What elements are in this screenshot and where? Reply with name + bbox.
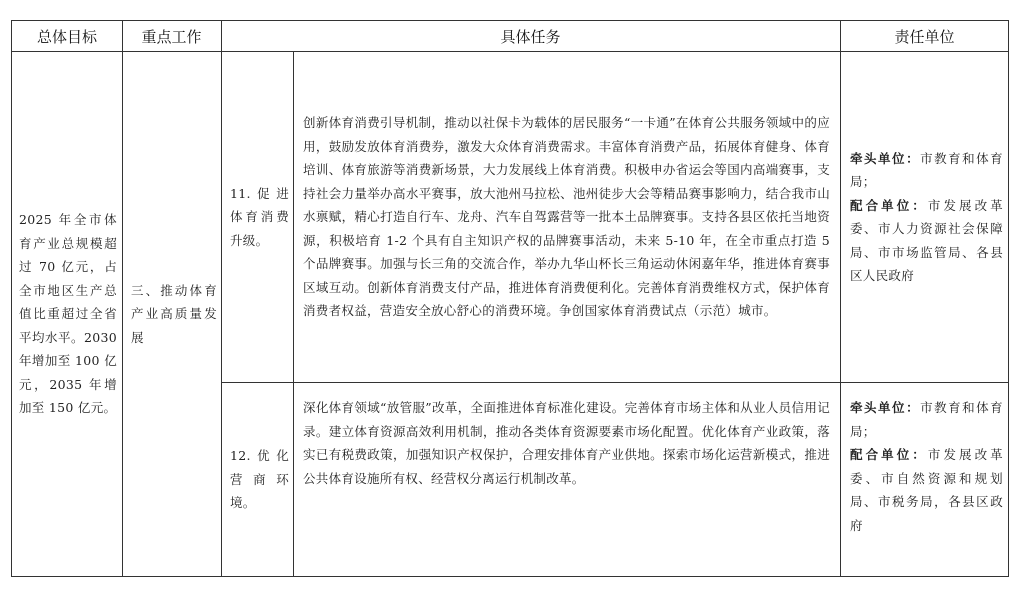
- responsible-units: [850, 396, 1003, 537]
- header-key-work: 重点工作: [141, 27, 202, 46]
- header-responsible-units: 责任单位: [894, 27, 955, 46]
- responsible-units-cell: [841, 383, 1009, 576]
- task-description-text: 创新体育消费引导机制，推动以社保卡为载体的居民服务“一卡通”在体育公共服务领域中的应用，鼓励发放体育消费券，激发大众体育消费需求。丰富体育消费产品，拓展体育健身、体育培训、体育旅游等消费新场景，大力发展线上体育消费。积极申办省运会等国内高端赛事，支持社会力量举办高水平赛事，放大池州马拉松、池州徒步大会等精品赛事影响力，结合我市山水禀赋，精心打造自行车、龙舟、汽车自驾露营等一批本土品牌赛事。支持各县区依托当地资源，积极培育 1-2 个具有自主知识产权的品牌赛事活动，未来 5-10 年，在全市重点打造 5 个品牌赛事。加强与长三角的交流合作，举办九华山杯长三角运动休闲嘉年华，推进体育赛事区域互动。创新体育消费支付产品，推进体育消费便利化。完善体育消费维权方式，保护体育消费者权益，营造安全放心舒心的消费环境。争创国家体育消费试点（示范）城市。: [303, 115, 830, 319]
- overall-goal-cell: [13, 52, 122, 576]
- responsible-units-cell: [841, 52, 1009, 382]
- lead-unit: 市教育和体育局；: [850, 150, 1003, 189]
- task-description-cell: [294, 383, 840, 576]
- key-work-text: 三、推动体育产业高质量发展: [131, 282, 217, 345]
- task-item-cell: [222, 52, 293, 382]
- overall-goal-text: 2025 年全市体育产业总规模超过 70 亿元，占全市地区生产总值比重超过全省平均水平。2030 年增加至 100 亿元，2035 年增加至 150 亿元。: [19, 212, 117, 416]
- task-item-cell: [222, 383, 293, 576]
- task-description-text: 深化体育领域“放管服”改革，全面推进体育标准化建设。完善体育市场主体和从业人员信用记录。建立体育资源高效利用机制，推动各类体育资源要素市场化配置。优化体育产业政策，落实已有税费政策，加强知识产权保护，合理安排体育产业供地。探索市场化运营新模式，推进公共体育设施所有权、经营权分离运行机制改革。: [303, 400, 830, 486]
- cooperating-units: 市发展改革委、市自然资源和规划局、市税务局，各县区政府: [850, 447, 1003, 533]
- task-table: [11, 20, 1009, 577]
- lead-unit-label: 牵头单位：: [850, 150, 921, 166]
- header-overall-goal: 总体目标: [36, 27, 97, 46]
- responsible-units: [850, 147, 1003, 288]
- lead-unit: 市教育和体育局；: [850, 400, 1003, 439]
- key-work-cell: [123, 52, 221, 576]
- lead-unit-label: 牵头单位：: [850, 400, 921, 415]
- cooperating-units: 市发展改革委、市人力资源社会保障局、市市场监管局、各县区人民政府: [850, 197, 1003, 283]
- task-description-cell: [294, 52, 840, 382]
- task-item-label: 12.优化营商环境。: [230, 448, 289, 511]
- task-item-label: 11.促进体育消费升级。: [230, 185, 289, 248]
- cooperating-unit-label: 配合单位：: [850, 447, 928, 462]
- header-specific-tasks: 具体任务: [500, 27, 561, 46]
- cooperating-unit-label: 配合单位：: [850, 197, 928, 213]
